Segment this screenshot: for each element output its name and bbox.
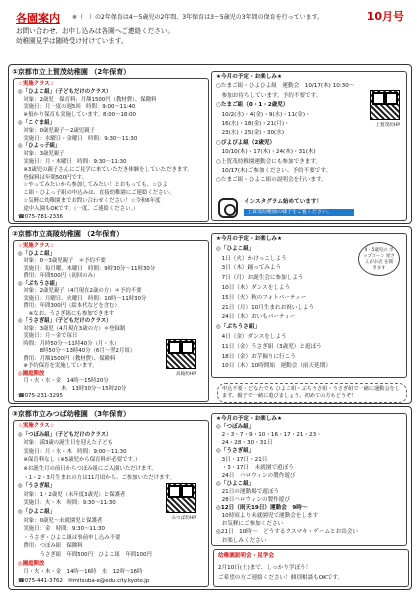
text-line: 3日・17日・21日 xyxy=(216,456,268,463)
text-line: ○たまご組・ひよひよ組 運動会 10/17(木) 10:30～ xyxy=(216,83,355,90)
header-note: ※（ ）の2年保育は4～5歳児の2年間、3年保育は3～5歳児の3年間の保育を行っています。 xyxy=(72,14,324,21)
text-line: 10/10(木)・17(木)・24(木)・31(木) xyxy=(216,149,316,156)
text-line: お気軽にご参加ください xyxy=(216,521,284,528)
text-line: 24・28・30・31日 xyxy=(216,440,273,447)
text-line: 途中入園もOKです。（一度、ご連絡ください。） xyxy=(18,205,139,212)
text-line: 木 13時30分～15時20分 xyxy=(18,385,127,392)
text-line: 対象：2歳児 保育料：月額1500円（教材費）、保険料 xyxy=(18,96,157,103)
text-line: 費用：月額1500円（教材費）、保険料 xyxy=(18,355,116,362)
text-line: ◎「ぷちうさ組」 xyxy=(18,280,61,287)
text-line: 実施日：月・木曜日 時間：9:30～11:30 xyxy=(18,159,127,165)
text-line: 18日（金）お芋掘りに行こう xyxy=(216,353,296,360)
page-title: 各園案内 xyxy=(16,12,60,25)
text-line: お楽しみください xyxy=(216,537,267,544)
info-session-line-1: 2月10日(土)まで、しっかり学ぼう！ xyxy=(218,565,312,571)
text-line: 24日（木）おいもパーティー xyxy=(216,314,296,321)
text-line: ★今月の予定・お楽しみ★ xyxy=(216,236,282,242)
classes-box xyxy=(13,240,209,402)
text-line: 実施日：水曜日・金曜日 時間：9:30～11:30 xyxy=(18,135,138,142)
section-kamigamo xyxy=(8,64,412,224)
text-line: 実施日：月曜日、火曜日 時間：10時～11時30分 xyxy=(18,295,147,302)
text-line: 10日（木）ダンスをしよう xyxy=(216,285,291,291)
text-line: 7日（月）お誕生会に参加しよう xyxy=(216,275,304,282)
info-session-title: 幼稚園説明会・見学会 xyxy=(218,553,274,559)
qr-caption: 高陵幼HP xyxy=(175,372,196,377)
text-line: ☆気軽に幼稚園までお問い合わせください！☆令和6年度 xyxy=(18,198,161,204)
text-line: ★今月の予定・お楽しみ★ xyxy=(216,416,282,422)
schedule-box xyxy=(211,233,407,378)
text-line: ◎「うさぎ組」（子どもだけのクラス） xyxy=(18,318,112,324)
qr-caption: みつば幼HP xyxy=(171,516,196,521)
section-title: ②京都市立高陵幼稚園 （2年保育） xyxy=(12,230,124,238)
text-line: ☆実施クラス☆ xyxy=(18,81,55,87)
text-line: ◎園庭開放 xyxy=(18,370,45,377)
text-line: 15日（火）秋のフォトパーティー xyxy=(216,294,307,301)
header-line-2: 幼稚園見学は随時受け付けています。 xyxy=(16,37,128,45)
text-line: 対象：2歳児親子（4月現在2歳の方）＊予約不要 xyxy=(18,288,142,294)
section-title: ③京都市立みつば幼稚園 （3年保育） xyxy=(12,410,131,418)
qr-code-icon[interactable] xyxy=(166,483,196,513)
section-mitsuba xyxy=(8,406,412,590)
classes-box xyxy=(13,420,209,587)
text-line: ※予約保育を実施しています。 xyxy=(18,363,98,369)
text-line: 参加お待ちしています。予約不要です。 xyxy=(216,92,322,99)
text-line: 費用：年間500円（初回のみ） xyxy=(18,273,99,279)
text-line: 21日の運動場で遊ぼう xyxy=(216,488,280,495)
header-line-1: お問い合わせ、お申し込みは各園へご連絡ください。 xyxy=(16,27,175,35)
text-line: ○たまご組（0・1・2歳児） xyxy=(216,102,289,109)
text-line: 10/17(木)ご参加ください。予約不要です。 xyxy=(216,168,332,174)
text-line: ☎075-441-3762 ✉mitsuba-e@edu.city.kyoto.jp xyxy=(18,577,150,584)
text-line: 4日（金）ダンスをしよう xyxy=(216,334,287,340)
text-line: ◎21日 10時～ どうするクスマキ・ゲームとお出会い xyxy=(216,529,359,536)
text-line: 対象：1・2歳児（未年度3歳児）と保護者 xyxy=(18,491,126,498)
text-line: 16(水)・18(金)・21(月)・ xyxy=(216,121,290,127)
text-line: ◎「ひよこ組」 xyxy=(216,480,255,487)
text-line: ◎「こぐま組」 xyxy=(18,120,56,126)
text-line: ☆実施クラス☆ xyxy=(18,243,55,249)
text-line: 月・火・水・金 14時～15時20分 xyxy=(18,378,109,384)
text-line: ◎「つぼみ組」 xyxy=(216,424,255,431)
text-line: ☆実施クラス☆ xyxy=(18,423,55,429)
text-line: 対象：0歳児～未就園児と保護者 xyxy=(18,517,103,524)
text-line: ※預かり保育も実施しています。8:00～18:00 xyxy=(18,112,136,119)
text-line: 10/2(水)・4(金)・9(水)・11(金)・ xyxy=(216,111,311,118)
text-line: ◎「うさぎ組」 xyxy=(216,448,255,455)
text-line: ※3歳児の親子さんにご見学に来ていただき体験をしていただきます。 xyxy=(18,166,193,173)
schedule-box xyxy=(211,71,407,221)
text-line: ★今月の予定・お楽しみ★ xyxy=(216,74,282,80)
text-line: ※お誕生月の前日からつぼみ組にご入園いただけます。 xyxy=(18,466,157,472)
text-line: ◎「ひよこ組」 xyxy=(18,250,56,257)
text-line: ◎「ひよっ子組」 xyxy=(18,143,61,150)
instagram-icon[interactable] xyxy=(218,198,238,218)
qr-code-icon[interactable] xyxy=(166,339,196,369)
text-line: 10時頃より未就園児で運動会をします xyxy=(216,513,319,520)
text-line: ◎「ひよこ組」 xyxy=(18,509,56,515)
text-line: 実施日：毎月曜、木曜日 時間：9時30分～11時30分 xyxy=(18,265,156,272)
info-session-box xyxy=(213,549,409,587)
text-line: ◎園庭開放 xyxy=(18,560,45,567)
text-line: ◎12日（雨天19日）運動会 9時～ xyxy=(216,505,308,512)
text-line: ・1・2・3月生まれの方は11月頃から、ご参加いただけます。 xyxy=(18,474,175,481)
section-koryo xyxy=(8,226,412,404)
text-line: 11日（金）うさぎ組（3歳児）と遊ぼう xyxy=(216,343,322,350)
classes-box xyxy=(13,78,209,222)
text-line: 対象：3歳児親子 xyxy=(18,151,65,158)
month-label: 10月号 xyxy=(366,10,404,23)
text-line: 月・火・木・金 14時～16時 水 12時～16時 xyxy=(18,569,143,576)
text-line: 費用：年間300円（絵本代などを含む） xyxy=(18,303,120,309)
text-line: ☆やってみたいから参加してみたい！とおもっても、☆ひよ xyxy=(18,182,168,189)
text-line: 実施日：月・水・木 時間：9:00～11:30 xyxy=(18,448,127,455)
text-line: 1日（火）かけっこしよう xyxy=(216,255,287,262)
text-line: ◎「うさぎ組」 xyxy=(18,483,56,490)
text-line: ☎075-231-3295 xyxy=(18,393,63,399)
section-title: ①京都市立上賀茂幼稚園 （2年保育） xyxy=(12,68,131,76)
text-line: ・3・17日 未就園で遊ぼう xyxy=(216,464,294,471)
text-line: 実施日：金 時間：9:30～11:30 xyxy=(18,526,105,533)
text-line: 対象：0～3歳児親子 ＊予約不要 xyxy=(18,258,106,264)
text-line: 23(水)・25(金)・30(水) xyxy=(216,130,285,137)
instagram-banner[interactable]: 上賀茂幼稚園の様子をご覧ください。 xyxy=(244,209,354,216)
text-line: ○たまご組・ひよこ組の説明会を行います。 xyxy=(216,177,327,184)
text-line: ☎075-781-2336 xyxy=(18,213,63,220)
info-session-line-2: ご希望の方ご連絡ください！個別相談もOKです。 xyxy=(218,575,344,581)
text-line: 対象：満3歳の誕生日を迎えた子ども xyxy=(18,440,114,447)
text-line: 実施日：月～金で毎日 xyxy=(18,333,78,339)
text-line: ◎「ひよこ組」（子どもだけのクラス） xyxy=(18,88,112,95)
text-line: うさぎ組 年間500円 ひよこ組 年間100円 xyxy=(18,552,152,558)
text-line: 実施日：月一度の週5回 時間：9:00～11:40 xyxy=(18,104,136,111)
text-line: ・うさぎ・ひよこ組は事前申し込み不要 xyxy=(18,534,121,541)
text-line: 対象：3歳児（4月現在3歳の方）＊登録制 xyxy=(18,325,126,332)
text-line: こ組・ひよっ子組の申込みは、直接幼稚園にご連絡ください。 xyxy=(18,190,175,197)
qr-code-icon[interactable] xyxy=(370,90,400,120)
text-line: 対象：0歳児親子～2歳児親子 xyxy=(18,127,95,134)
schedule-box xyxy=(211,413,407,546)
text-line: 10日（木）10時開始 運動会（雨天延期） xyxy=(216,363,331,370)
text-line: 28日ハロウィンの製作遊び xyxy=(216,497,290,503)
text-line: 費用：つぼみ組 保険料 xyxy=(18,543,83,550)
text-line: 実施日：火・木 時間：9:30～11:30 xyxy=(18,500,116,507)
text-line: 21日（月）10月生まれお祝いしよう xyxy=(216,304,315,311)
qr-caption: 上賀茂幼HP xyxy=(375,123,400,128)
text-line: ○ぴよぴよ組（2歳児） xyxy=(216,139,276,146)
text-line: ◎「ひよこ組」 xyxy=(216,245,255,252)
text-line: ◎「ぷちうさ組」 xyxy=(216,324,261,331)
text-line: 3日（木）踊ってみよう xyxy=(216,265,282,272)
text-line: 2・3・7・9・10・16・17・21・23・ xyxy=(216,432,322,439)
text-line: 8時50分～13時40分（6月～翌2月頃） xyxy=(18,348,136,354)
instagram-text: インスタグラム始めています！ xyxy=(244,199,323,205)
text-line: ※なお、うさぎ組にも参加できます xyxy=(18,310,115,317)
notice-box: 申込不要・どなたでも ひよこ組・ぷちうさ組・うさぎ組で一緒に運動会をします。親子で一緒に遊びましょう。初めての方もどうぞ！ xyxy=(217,383,407,403)
text-line: 登録料は年間500円です。 xyxy=(18,174,88,181)
text-line: 24日 ハロウィンの製作遊び xyxy=(216,472,296,479)
text-line: ○上賀茂幼稚園運動会にも参加できます。 xyxy=(216,158,322,165)
page-header xyxy=(10,6,410,58)
text-line: 時間：月時50分～11時40分（月・水） xyxy=(18,340,120,347)
text-line: ◎「つぼみ組」（子どもだけのクラス） xyxy=(18,431,112,438)
text-line: ※保育料なし（※5歳児から保育料が必要です。） xyxy=(18,457,141,464)
popcorn-bubble: 4・5歳児の ポップコーン 屋さんがお店 を開きます xyxy=(358,242,400,276)
